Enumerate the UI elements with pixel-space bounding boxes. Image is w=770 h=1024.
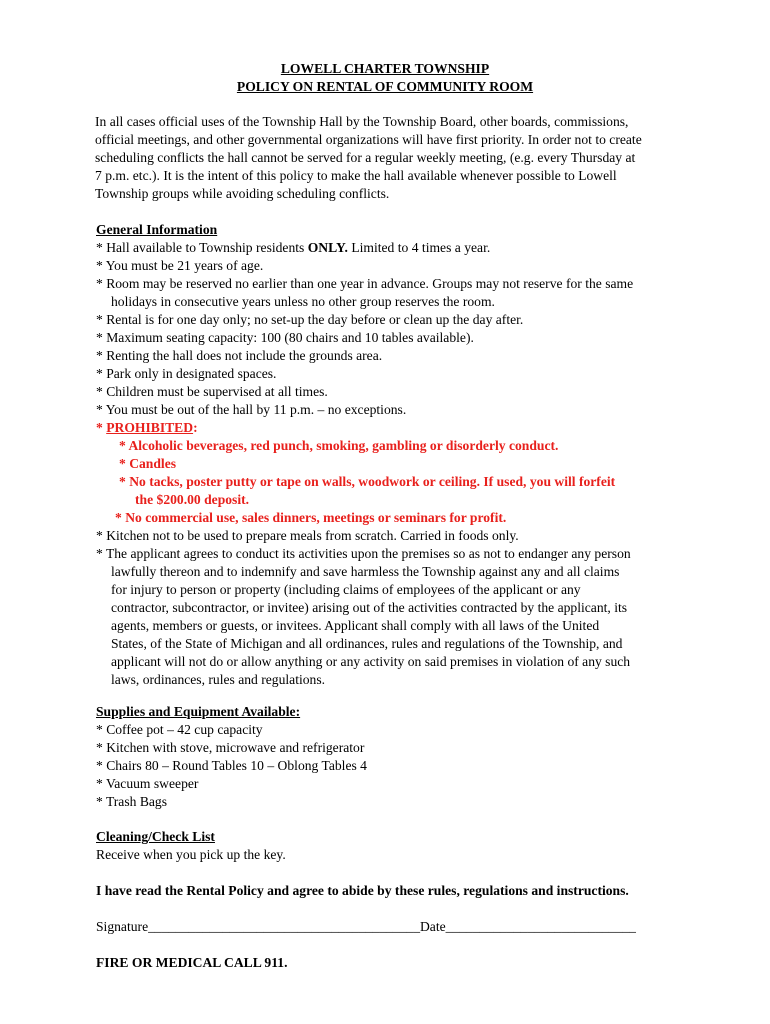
prohibited-item-continuation: the $200.00 deposit. [135, 492, 250, 507]
signature-label: Signature [96, 919, 149, 934]
list-item: * Rental is for one day only; no set-up the day before or clean up the day after. [96, 312, 524, 327]
list-item-continuation: contractor, subcontractor, or invitee) arising out of the activities contracted by the applicant, its [111, 600, 628, 615]
list-item-text: Limited to 4 times a year. [347, 240, 491, 255]
list-item-continuation: laws, ordinances, rules and regulations. [111, 672, 326, 687]
intro-paragraph [95, 113, 715, 203]
list-item: * Park only in designated spaces. [96, 366, 277, 381]
intro-line: scheduling conflicts the hall cannot be served for a regular weekly meeting, (e.g. every Thursday at [95, 150, 636, 165]
signature-row [96, 918, 636, 936]
list-item: * Chairs 80 – Round Tables 10 – Oblong Tables 4 [96, 758, 367, 773]
cleaning-text: Receive when you pick up the key. [96, 847, 286, 862]
list-item: * Room may be reserved no earlier than one year in advance. Groups may not reserve for the same [96, 276, 634, 291]
list-item: * Trash Bags [96, 794, 168, 809]
intro-line: official meetings, and other governmental organizations will have first priority. In order not to create [95, 132, 642, 147]
supplies-heading: Supplies and Equipment Available: [96, 704, 301, 719]
list-item-continuation: holidays in consecutive years unless no other group reserves the room. [111, 294, 495, 309]
list-item: * Kitchen not to be used to prepare meals from scratch. Carried in foods only. [96, 528, 519, 543]
list-item-continuation: lawfully thereon and to indemnify and save harmless the Township against any and all claims [111, 564, 620, 579]
prohibited-item: * Candles [119, 456, 177, 471]
list-item: * Kitchen with stove, microwave and refrigerator [96, 740, 365, 755]
cleaning-heading: Cleaning/Check List [96, 829, 215, 844]
document-title-policy: POLICY ON RENTAL OF COMMUNITY ROOM [236, 79, 534, 94]
intro-line: 7 p.m. etc.). It is the intent of this policy to make the hall available whenever possible to Lowell [95, 168, 617, 183]
list-item-continuation: applicant will not do or allow anything or any activity on said premises in violation of any such [111, 654, 631, 669]
emphasis-only: ONLY. [307, 240, 348, 255]
document-title-org: LOWELL CHARTER TOWNSHIP [280, 61, 490, 76]
agreement-statement: I have read the Rental Policy and agree to abide by these rules, regulations and instructions. [96, 883, 629, 898]
general-information-heading: General Information [96, 222, 218, 237]
list-item: * You must be out of the hall by 11 p.m. – no exceptions. [96, 402, 407, 417]
bullet: * [96, 420, 107, 435]
date-label: Date [419, 919, 446, 934]
prohibited-heading [96, 419, 736, 437]
intro-line: Township groups while avoiding scheduling conflicts. [95, 186, 390, 201]
list-item-continuation: for injury to person or property (including claims of employees of the applicant or any [111, 582, 581, 597]
list-item [96, 239, 736, 257]
list-item: * Vacuum sweeper [96, 776, 199, 791]
list-item: * Coffee pot – 42 cup capacity [96, 722, 263, 737]
prohibited-item: * Alcoholic beverages, red punch, smoking, gambling or disorderly conduct. [119, 438, 559, 453]
general-information-section [96, 221, 736, 689]
prohibited-item: * No tacks, poster putty or tape on walls, woodwork or ceiling. If used, you will forfeit [119, 474, 616, 489]
list-item: * Maximum seating capacity: 100 (80 chairs and 10 tables available). [96, 330, 474, 345]
list-item: * Children must be supervised at all times. [96, 384, 328, 399]
list-item-continuation: agents, members or guests, or invitees. Applicant shall comply with all laws of the United [111, 618, 600, 633]
list-item: * The applicant agrees to conduct its activities upon the premises so as not to endanger any person [96, 546, 631, 561]
signature-line: ________________________________________ [148, 919, 420, 934]
cleaning-section [96, 828, 736, 864]
list-item: * You must be 21 years of age. [96, 258, 264, 273]
prohibited-label: PROHIBITED [106, 420, 194, 435]
emergency-notice: FIRE OR MEDICAL CALL 911. [96, 955, 288, 970]
prohibited-item: * No commercial use, sales dinners, meetings or seminars for profit. [115, 510, 507, 525]
list-item-continuation: States, of the State of Michigan and all ordinances, rules and regulations of the Township, and [111, 636, 623, 651]
list-item-text: * Hall available to Township residents [96, 240, 308, 255]
colon: : [193, 420, 198, 435]
supplies-section [96, 703, 736, 811]
list-item: * Renting the hall does not include the grounds area. [96, 348, 383, 363]
date-line: ____________________________ [445, 919, 636, 934]
intro-line: In all cases official uses of the Township Hall by the Township Board, other boards, commissions, [95, 114, 629, 129]
